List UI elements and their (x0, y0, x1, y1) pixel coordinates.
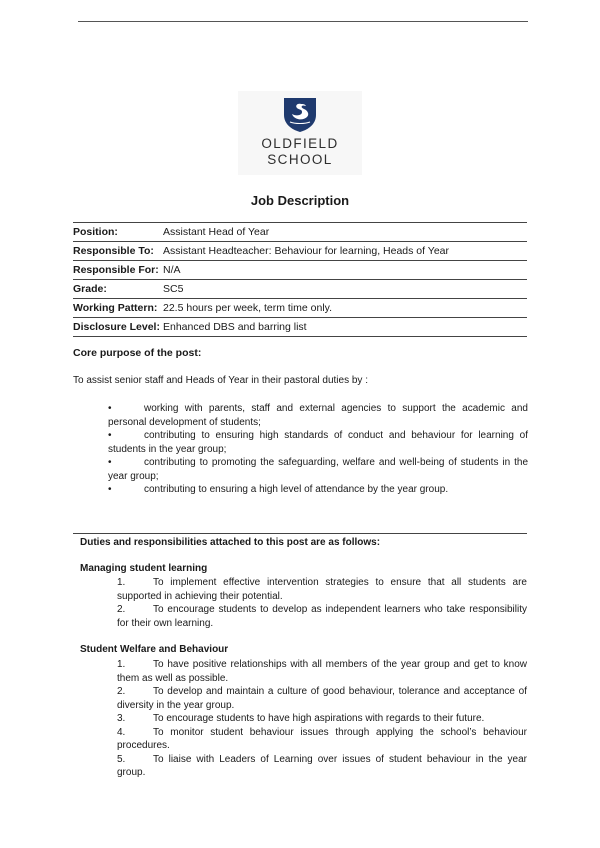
list-item (108, 483, 528, 497)
top-rule (78, 21, 528, 22)
detail-row-disclosure-level (73, 318, 527, 337)
detail-label: Disclosure Level: (73, 321, 160, 333)
item-number: 1. (117, 577, 126, 588)
list-item (117, 603, 527, 630)
duties-heading: Duties and responsibilities attached to this post are as follows: (80, 537, 381, 548)
duties-divider (73, 533, 527, 534)
bullet-icon: • (108, 403, 112, 414)
core-purpose-intro: To assist senior staff and Heads of Year in their pastoral duties by : (73, 375, 368, 386)
core-purpose-list (108, 402, 528, 497)
bullet-text: contributing to promoting the safeguarding, welfare and well-being of students in the year group; (108, 457, 528, 482)
detail-row-working-pattern (73, 299, 527, 318)
job-details-table (73, 222, 527, 337)
bullet-icon: • (108, 457, 112, 468)
detail-label: Responsible For: (73, 264, 159, 276)
item-number: 2. (117, 604, 126, 615)
logo-line-2: SCHOOL (267, 152, 333, 167)
item-number: 1. (117, 659, 126, 670)
section-heading-welfare-behaviour: Student Welfare and Behaviour (80, 644, 229, 655)
welfare-behaviour-list (117, 658, 527, 780)
list-item (117, 712, 527, 726)
bullet-text: contributing to ensuring high standards of conduct and behaviour for learning of students in the year group; (108, 430, 528, 455)
detail-value: N/A (163, 264, 181, 276)
item-number: 4. (117, 726, 126, 738)
bullet-icon: • (108, 484, 112, 495)
detail-value: SC5 (163, 283, 184, 295)
detail-value: 22.5 hours per week, term time only. (163, 302, 333, 314)
detail-row-grade (73, 280, 527, 299)
list-item (117, 753, 527, 780)
detail-row-responsible-for (73, 261, 527, 280)
bullet-icon: • (108, 430, 112, 441)
managing-learning-list (117, 576, 527, 630)
detail-label: Position: (73, 226, 118, 238)
list-item (117, 685, 527, 712)
detail-row-responsible-to (73, 242, 527, 261)
item-number: 5. (117, 753, 126, 765)
item-text: To encourage students to have high aspirations with regards to their future. (153, 713, 485, 724)
item-number: 2. (117, 686, 126, 697)
list-item (117, 576, 527, 603)
core-purpose-heading: Core purpose of the post: (73, 347, 202, 359)
item-text: To liaise with Leaders of Learning over issues of student behaviour in the year group. (117, 753, 527, 778)
item-text: To develop and maintain a culture of good behaviour, tolerance and acceptance of diversity in the year group. (117, 686, 527, 711)
bullet-text: working with parents, staff and external agencies to support the academic and personal development of students; (108, 403, 528, 428)
item-text: To implement effective intervention strategies to ensure that all students are supported in achieving their potential. (117, 577, 527, 602)
list-item (108, 429, 528, 456)
list-item (117, 726, 527, 753)
item-text: To have positive relationships with all members of the year group and get to know them as well as possible. (117, 659, 527, 684)
list-item (108, 402, 528, 429)
item-text: To monitor student behaviour issues through applying the school’s behaviour procedures. (117, 726, 527, 751)
detail-label: Working Pattern: (73, 302, 158, 314)
detail-row-position (73, 222, 527, 242)
detail-value: Assistant Headteacher: Behaviour for learning, Heads of Year (163, 245, 450, 257)
section-heading-managing-learning: Managing student learning (80, 563, 208, 574)
detail-value: Assistant Head of Year (163, 226, 270, 238)
bullet-text: contributing to ensuring a high level of attendance by the year group. (144, 484, 449, 495)
list-item (108, 456, 528, 483)
swan-icon (283, 97, 317, 133)
school-logo (238, 91, 362, 175)
detail-value: Enhanced DBS and barring list (163, 321, 307, 333)
document-title: Job Description (250, 193, 350, 208)
detail-label: Grade: (73, 283, 107, 295)
item-number: 3. (117, 713, 126, 724)
item-text: To encourage students to develop as independent learners who take responsibility for their own learning. (117, 604, 527, 629)
logo-line-1: OLDFIELD (261, 136, 339, 151)
detail-label: Responsible To: (73, 245, 154, 257)
list-item (117, 658, 527, 685)
